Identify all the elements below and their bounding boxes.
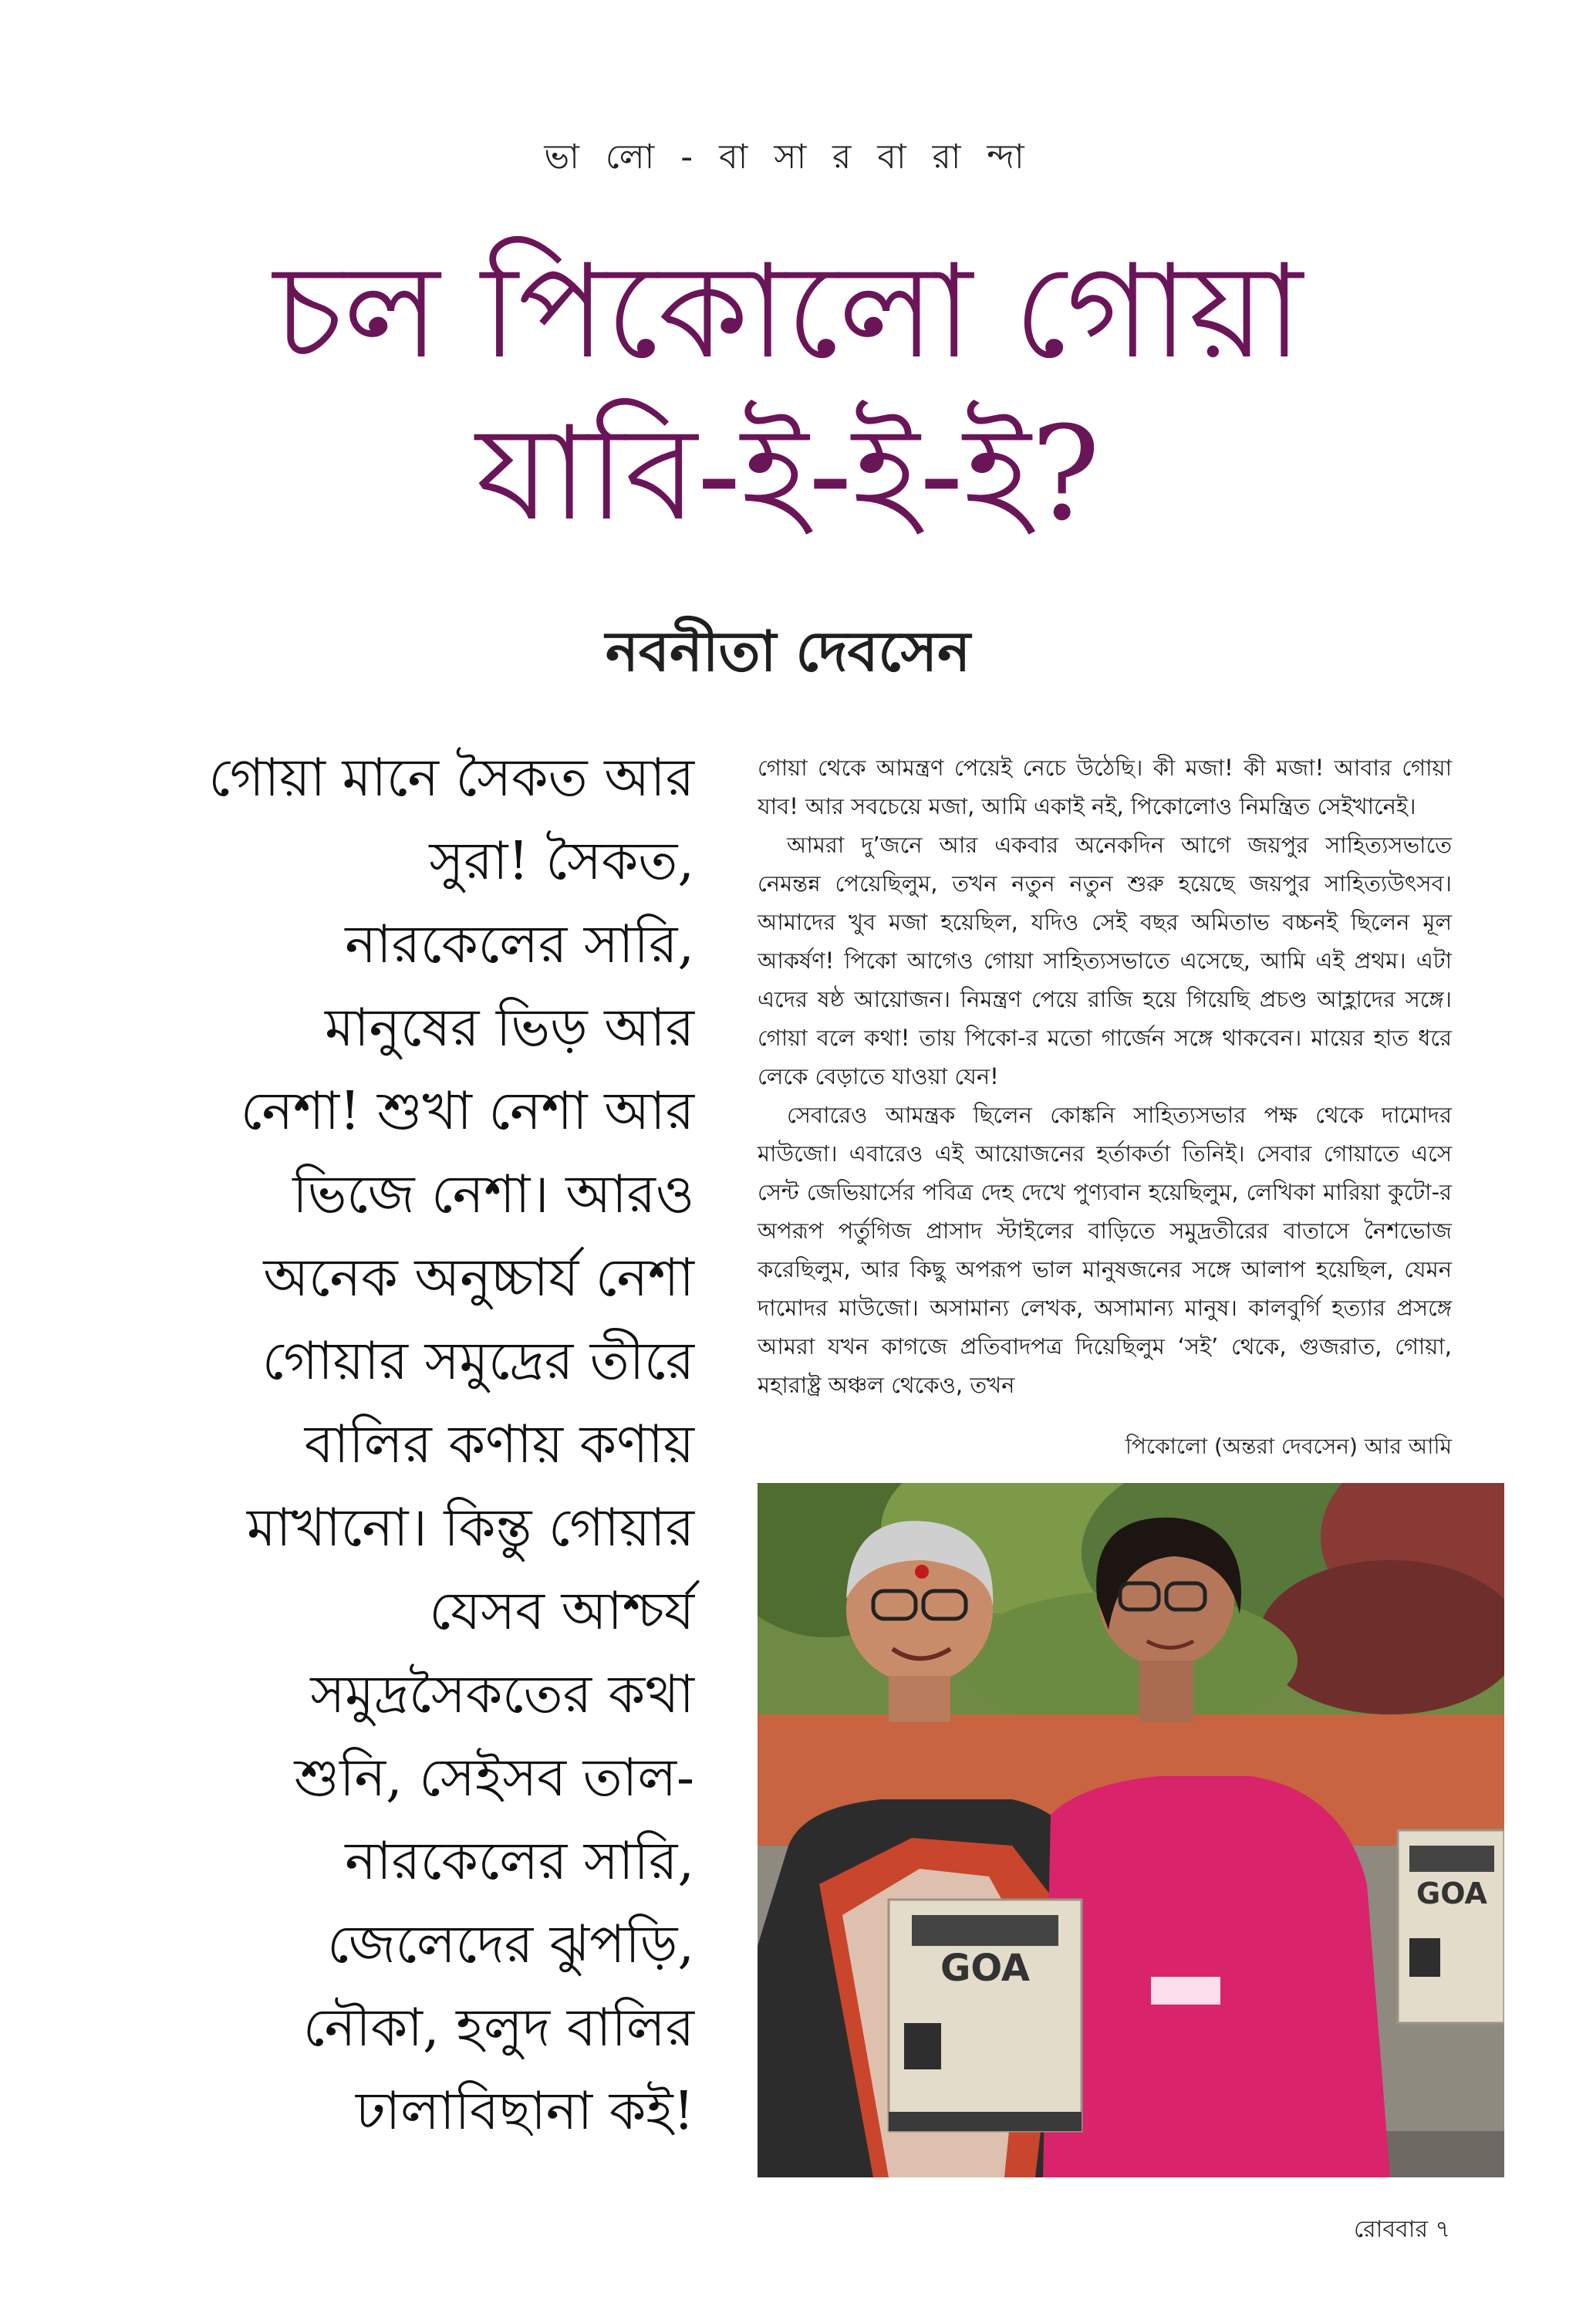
author-byline: নবনীতা দেবসেন xyxy=(605,618,971,684)
body-paragraph: সেবারেও আমন্ত্রক ছিলেন কোঙ্কনি সাহিত্যসভার পক্ষ থেকে দামোদর মাউজো। এবারেও এই আয়োজনের হর্তাকর্তা তিনিই। সেবার গোয়াতে এসে সেন্ট জেভিয়ার্সের পবিত্র দেহ দেখে পুণ্যবান হয়েছিলুম, লেখিকা মারিয়া কুটো-র অপরূপ পর্তুগিজ প্রাসাদ স্টাইলের বাড়িতে সমুদ্রতীরের বাতাসে নৈশভোজ করেছিলুম, আর কিছু অপরূপ ভাল মানুষজনের সঙ্গে আলাপ হয়েছিল, যেমন দামোদর মাউজো। অসামান্য লেখক, অসামান্য মানুষ। কালবুর্গি হত্যার প্রসঙ্গে আমরা যখন কাগজে প্রতিবাদপত্র দিয়েছিলুম ‘সই’ থেকে, গুজরাত, গোয়া, মহারাষ্ট্র অঞ্চল থেকেও, তখন xyxy=(758,1102,1452,1398)
bag-label: GOA xyxy=(940,1947,1031,1990)
pull-quote-line: অনেক অনুচ্চার্য নেশা xyxy=(263,1248,694,1309)
page-folio: রোববার ৭ xyxy=(1353,2216,1450,2243)
pull-quote-line: শুনি, সেইসব তাল- xyxy=(294,1748,694,1809)
pull-quote-line: নৌকা, হলুদ বালির xyxy=(303,1998,694,2059)
pull-quote-line: নেশা! শুখা নেশা আর xyxy=(240,1081,694,1142)
pull-quote-line: মাখানো। কিন্তু গোয়ার xyxy=(247,1498,694,1559)
tote-bag-front xyxy=(889,1900,1082,2131)
pull-quote-line: ভিজে নেশা। আরও xyxy=(292,1164,694,1225)
pull-quote-line: বালির কণায় কণায় xyxy=(304,1414,694,1475)
pull-quote-line: সুরা! সৈকত, xyxy=(429,831,694,892)
section-label: ভা লো - বা সা র বা রা ন্দা xyxy=(544,137,1032,177)
tote-bag-side xyxy=(1398,1830,1504,2023)
article-body xyxy=(758,748,1452,1404)
pull-quote-line: যেসব আশ্চর্য xyxy=(429,1581,694,1642)
pull-quote-line: গোয়ার সমুদ্রের তীরে xyxy=(262,1331,694,1392)
pull-quote-line: ঢালাবিছানা কই! xyxy=(356,2081,694,2142)
photo-caption: পিকোলো (অন্তরা দেবসেন) আর আমি xyxy=(1125,1434,1452,1459)
body-paragraph: আমরা দু’জনে আর একবার অনেকদিন আগে জয়পুর সাহিত্যসভাতে নেমন্তন্ন পেয়েছিলুম, তখন নতুন নতুন শুরু হয়েছে জয়পুর সাহিত্যউৎসব। আমাদের খুব মজা হয়েছিল, যদিও সেই বছর অমিতাভ বচ্চনই ছিলেন মূল আকর্ষণ! পিকো আগেও গোয়া সাহিত্যসভাতে এসেছে, আমি এই প্রথম। এটা এদের ষষ্ঠ আয়োজন। নিমন্ত্রণ পেয়ে রাজি হয়ে গিয়েছি প্রচণ্ড আহ্লাদের সঙ্গে। গোয়া বলে কথা! তায় পিকো-র মতো গার্জেন সঙ্গে থাকবেন। মায়ের হাত ধরে লেকে বেড়াতে যাওয়া যেন! xyxy=(758,832,1452,1089)
headline-line-2: যাবি-ই-ই-ই? xyxy=(475,398,1101,549)
pull-quote-line: সমুদ্রসৈকতের কথা xyxy=(310,1664,694,1725)
photo-illustration xyxy=(758,1483,1504,2177)
pull-quote xyxy=(154,737,694,2153)
pull-quote-line: মানুষের ভিড় আর xyxy=(325,998,694,1059)
body-paragraph: গোয়া থেকে আমন্ত্রণ পেয়েই নেচে উঠেছি। কী মজা! কী মজা! আবার গোয়া যাব! আর সবচেয়ে মজা, আমি একাই নই, পিকোলোও নিমন্ত্রিত সেইখানেই। xyxy=(758,755,1452,819)
pull-quote-line: গোয়া মানে সৈকত আর xyxy=(208,748,694,809)
bag-label: GOA xyxy=(1416,1876,1487,1910)
pull-quote-line: জেলেদের ঝুপড়ি, xyxy=(327,1914,694,1975)
pull-quote-line: নারকেলের সারি, xyxy=(345,914,694,975)
headline-line-1: চল পিকোলো গোয়া xyxy=(273,236,1303,387)
pull-quote-line: নারকেলের সারি, xyxy=(345,1831,694,1892)
article-photo xyxy=(758,1483,1504,2177)
